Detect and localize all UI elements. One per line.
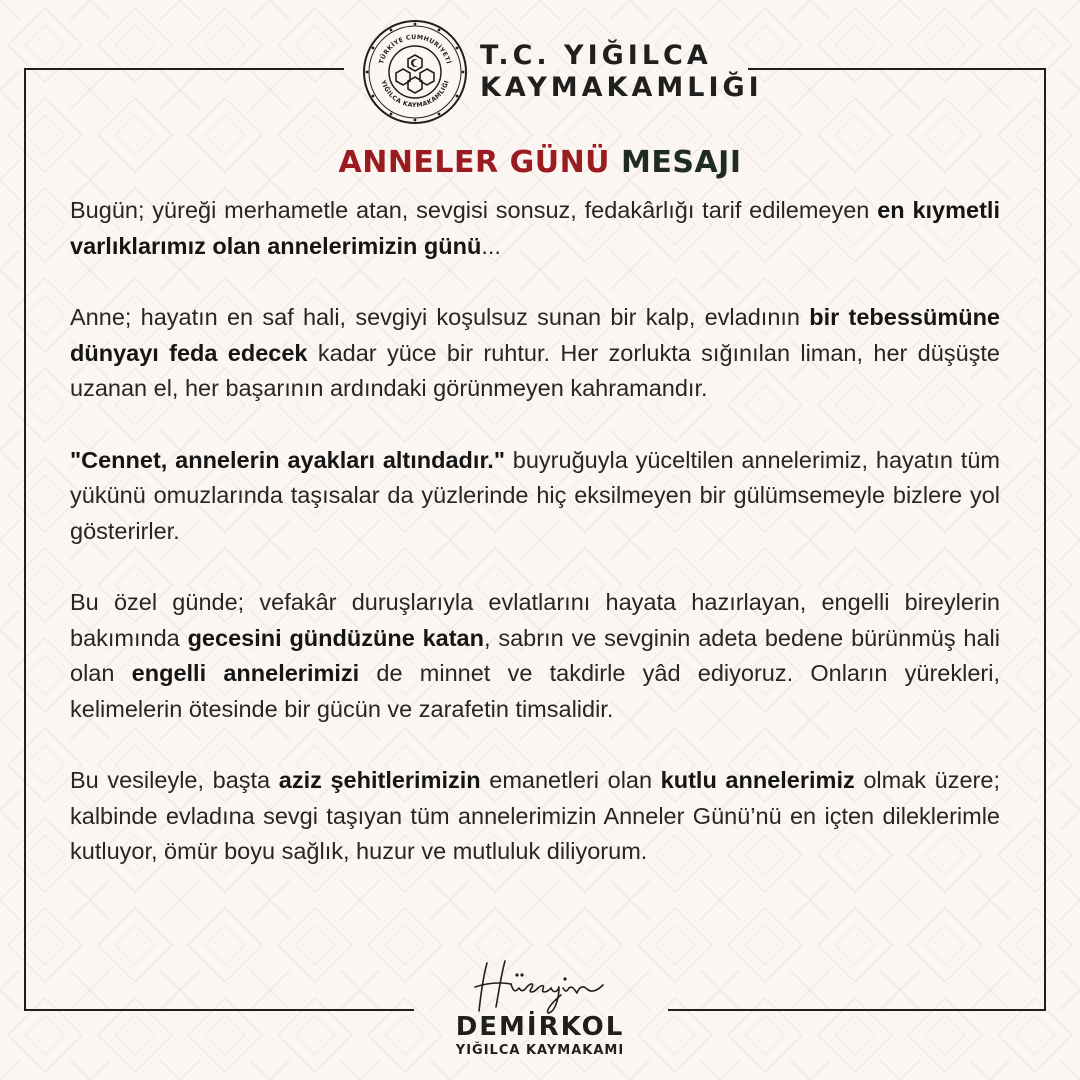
text-run: , sabrın ve sevginin adeta bedene bürünmüş hali olan — [70, 624, 1000, 686]
handwritten-signature — [465, 955, 615, 1020]
bold-text-run: "Cennet, annelerin ayakları altındadır." — [70, 446, 505, 473]
page-title — [0, 145, 1080, 180]
text-run: ... — [481, 232, 501, 259]
text-run: de minnet ve takdirle yâd ediyoruz. Onların yürekleri, kelimelerin ötesinde bir gücün ve zarafetin timsalidir. — [70, 660, 1000, 722]
institution-name — [480, 40, 763, 104]
institution-line-1: T.C. YIĞILCA — [480, 40, 712, 71]
district-governorship-seal-icon — [362, 19, 468, 125]
svg-text:YIĞILCA KAYMAKAMLIĞI: YIĞILCA KAYMAKAMLIĞI — [379, 79, 451, 110]
frame-right — [1044, 68, 1046, 1011]
frame-bottom-right — [668, 1009, 1046, 1011]
frame-bottom-left — [24, 1009, 414, 1011]
text-run: emanetleri olan — [480, 767, 661, 793]
text-run: kadar yüce bir ruhtur. Her zorlukta sığınılan liman, her düşüşte uzanan el, her başarının ardındaki görünmeyen kahramandır. — [70, 339, 1000, 401]
bold-text-run: bir tebessümüne dünyayı feda edecek — [70, 304, 1000, 366]
bold-text-run: engelli annelerimizi — [131, 660, 360, 686]
bold-text-run: kutlu annelerimiz — [660, 767, 855, 793]
paragraph-2 — [70, 300, 1000, 407]
text-run: Anne; hayatın en saf hali, sevgiyi koşulsuz sunan bir kalp, evladının — [70, 304, 810, 330]
frame-left — [24, 68, 26, 1011]
paragraph-4 — [70, 585, 1000, 727]
text-run: Bu vesileyle, başta — [70, 767, 279, 793]
paragraph-3 — [70, 443, 1000, 550]
frame-top-right — [748, 68, 1046, 70]
paragraph-5 — [70, 763, 1000, 870]
bold-text-run: aziz şehitlerimizin — [278, 767, 481, 793]
bold-text-run: gecesini gündüzüne katan — [187, 624, 484, 651]
text-run: Bu özel günde; vefakâr duruşlarıyla evlatlarını hayata hazırlayan, engelli bireylerin bakımında — [70, 589, 1000, 651]
title-part-2: MESAJI — [621, 145, 742, 180]
bold-text-run: en kıymetli varlıklarımız olan annelerimizin günü — [70, 197, 1000, 259]
text-run: Bugün; yüreği merhametle atan, sevgisi sonsuz, fedakârlığı tarif edilemeyen — [70, 197, 878, 223]
paragraph-1 — [70, 193, 1000, 264]
message-body — [70, 193, 1000, 906]
signer-name: DEMİRKOL — [455, 1012, 625, 1042]
text-run: buyruğuyla yüceltilen annelerimiz, hayatın tüm yükünü omuzlarında taşısalar da yüzlerinde hiç eksilmeyen bir gülümsemeyle bizlere yol gösterirler. — [70, 446, 1000, 544]
svg-text:TÜRKİYE CUMHURİYETİ: TÜRKİYE CUMHURİYETİ — [378, 33, 452, 65]
institution-line-2: KAYMAKAMLIĞI — [480, 72, 763, 103]
frame-top-left — [24, 68, 344, 70]
title-part-1: ANNELER GÜNÜ — [338, 145, 611, 180]
signer-title: YIĞILCA KAYMAKAMI — [455, 1043, 625, 1058]
text-run: olmak üzere; kalbinde evladına sevgi taşıyan tüm annelerimizin Anneler Günü’nü en içten dileklerimle kutluyor, ömür boyu sağlık, huzur ve mutluluk diliyorum. — [70, 767, 1000, 864]
